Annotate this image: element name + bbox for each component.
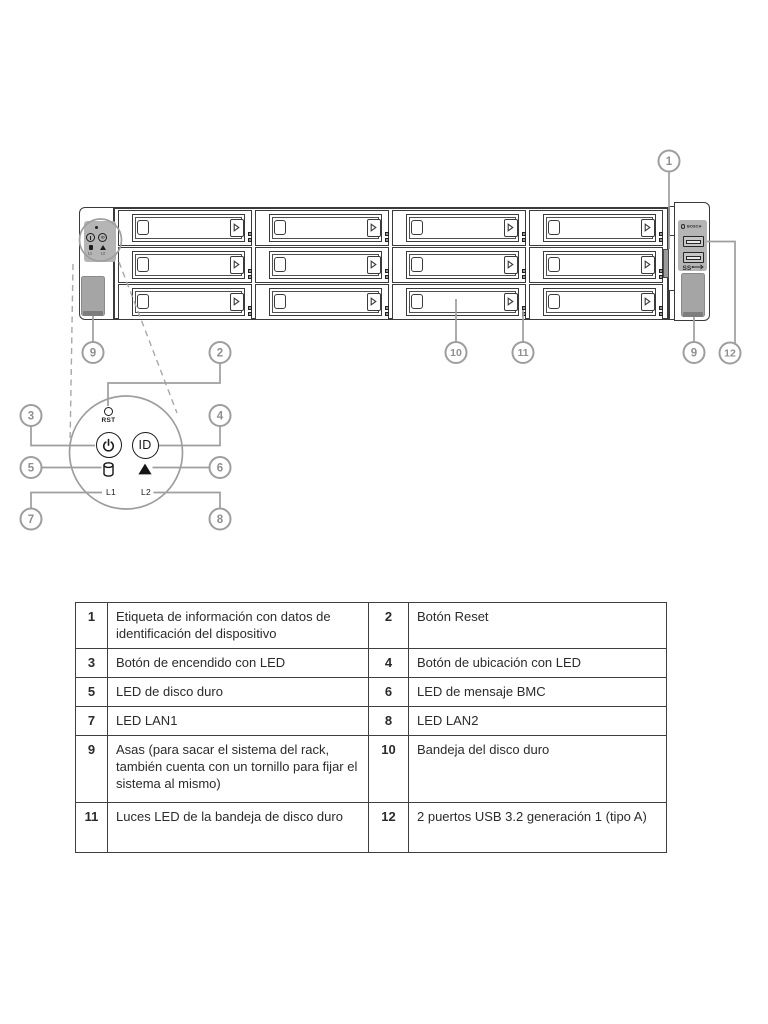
magnifier-dashed-line (70, 264, 73, 447)
legend-desc-cell: LED LAN2 (409, 707, 667, 736)
svg-text:7: 7 (27, 514, 35, 526)
bmc-alert-icon (138, 463, 152, 475)
legend-desc-cell: Botón de ubicación con LED (409, 649, 667, 678)
callout-12-line (707, 242, 735, 344)
mini-lan1-label: L1 (88, 251, 92, 255)
svg-text:3: 3 (27, 410, 35, 423)
legend-num-cell: 7 (76, 707, 108, 736)
id-button (132, 432, 159, 459)
legend-num-cell: 5 (76, 678, 108, 707)
power-button (96, 432, 122, 458)
legend-desc-cell: Botón Reset (409, 603, 667, 649)
legend-desc-cell: 2 puertos USB 3.2 generación 1 (tipo A) (409, 803, 667, 853)
lan1-label: L1 (105, 487, 117, 497)
svg-text:12: 12 (724, 347, 736, 360)
legend-num-cell: 8 (369, 707, 409, 736)
legend-num-cell: 1 (76, 603, 108, 649)
bosch-logo-text: BOSCH (686, 224, 701, 229)
svg-text:9: 9 (89, 347, 97, 360)
reset-label: RST (101, 416, 116, 424)
svg-text:8: 8 (216, 514, 224, 526)
legend-row (76, 803, 667, 853)
legend-desc-cell: LED de mensaje BMC (409, 678, 667, 707)
svg-text:SS: SS (682, 264, 692, 272)
mini-id-button-icon: ID (98, 233, 107, 242)
id-button-label: ID (138, 438, 152, 452)
power-icon (101, 438, 116, 453)
legend-num-cell: 2 (369, 603, 409, 649)
legend-num-cell: 10 (369, 736, 409, 803)
svg-text:5: 5 (27, 462, 35, 475)
legend-desc-cell: LED de disco duro (108, 678, 369, 707)
legend-row (76, 649, 667, 678)
magnifier-source-circle (80, 219, 122, 261)
legend-num-cell: 11 (76, 803, 108, 853)
magnifier-dashed-line (119, 262, 177, 413)
legend-num-cell: 12 (369, 803, 409, 853)
legend-num-cell: 6 (369, 678, 409, 707)
svg-text:11: 11 (517, 347, 529, 360)
legend-table (75, 602, 667, 853)
legend-num-cell: 4 (369, 649, 409, 678)
legend-row (76, 603, 667, 649)
mini-lan2-label: L2 (100, 251, 105, 255)
svg-text:6: 6 (216, 462, 224, 475)
legend-row (76, 678, 667, 707)
legend-row (76, 736, 667, 803)
svg-text:1: 1 (665, 156, 673, 168)
legend-desc-cell: Botón de encendido con LED (108, 649, 369, 678)
legend-desc-cell: Bandeja del disco duro (409, 736, 667, 803)
svg-text:4: 4 (216, 410, 224, 423)
legend-num-cell: 3 (76, 649, 108, 678)
legend-row (76, 707, 667, 736)
svg-text:10: 10 (450, 347, 462, 360)
legend-desc-cell: LED LAN1 (108, 707, 369, 736)
reset-button (104, 407, 113, 416)
legend-desc-cell: Luces LED de la bandeja de disco duro (108, 803, 369, 853)
legend-desc-cell: Etiqueta de información con datos de identificación del dispositivo (108, 603, 369, 649)
lan2-label: L2 (140, 487, 152, 497)
legend-num-cell: 9 (76, 736, 108, 803)
svg-text:2: 2 (216, 347, 224, 360)
legend-desc-cell: Asas (para sacar el sistema del rack, también cuenta con un tornillo para fijar el sistema al mismo) (108, 736, 369, 803)
svg-text:9: 9 (690, 347, 698, 360)
hdd-icon (103, 462, 114, 477)
